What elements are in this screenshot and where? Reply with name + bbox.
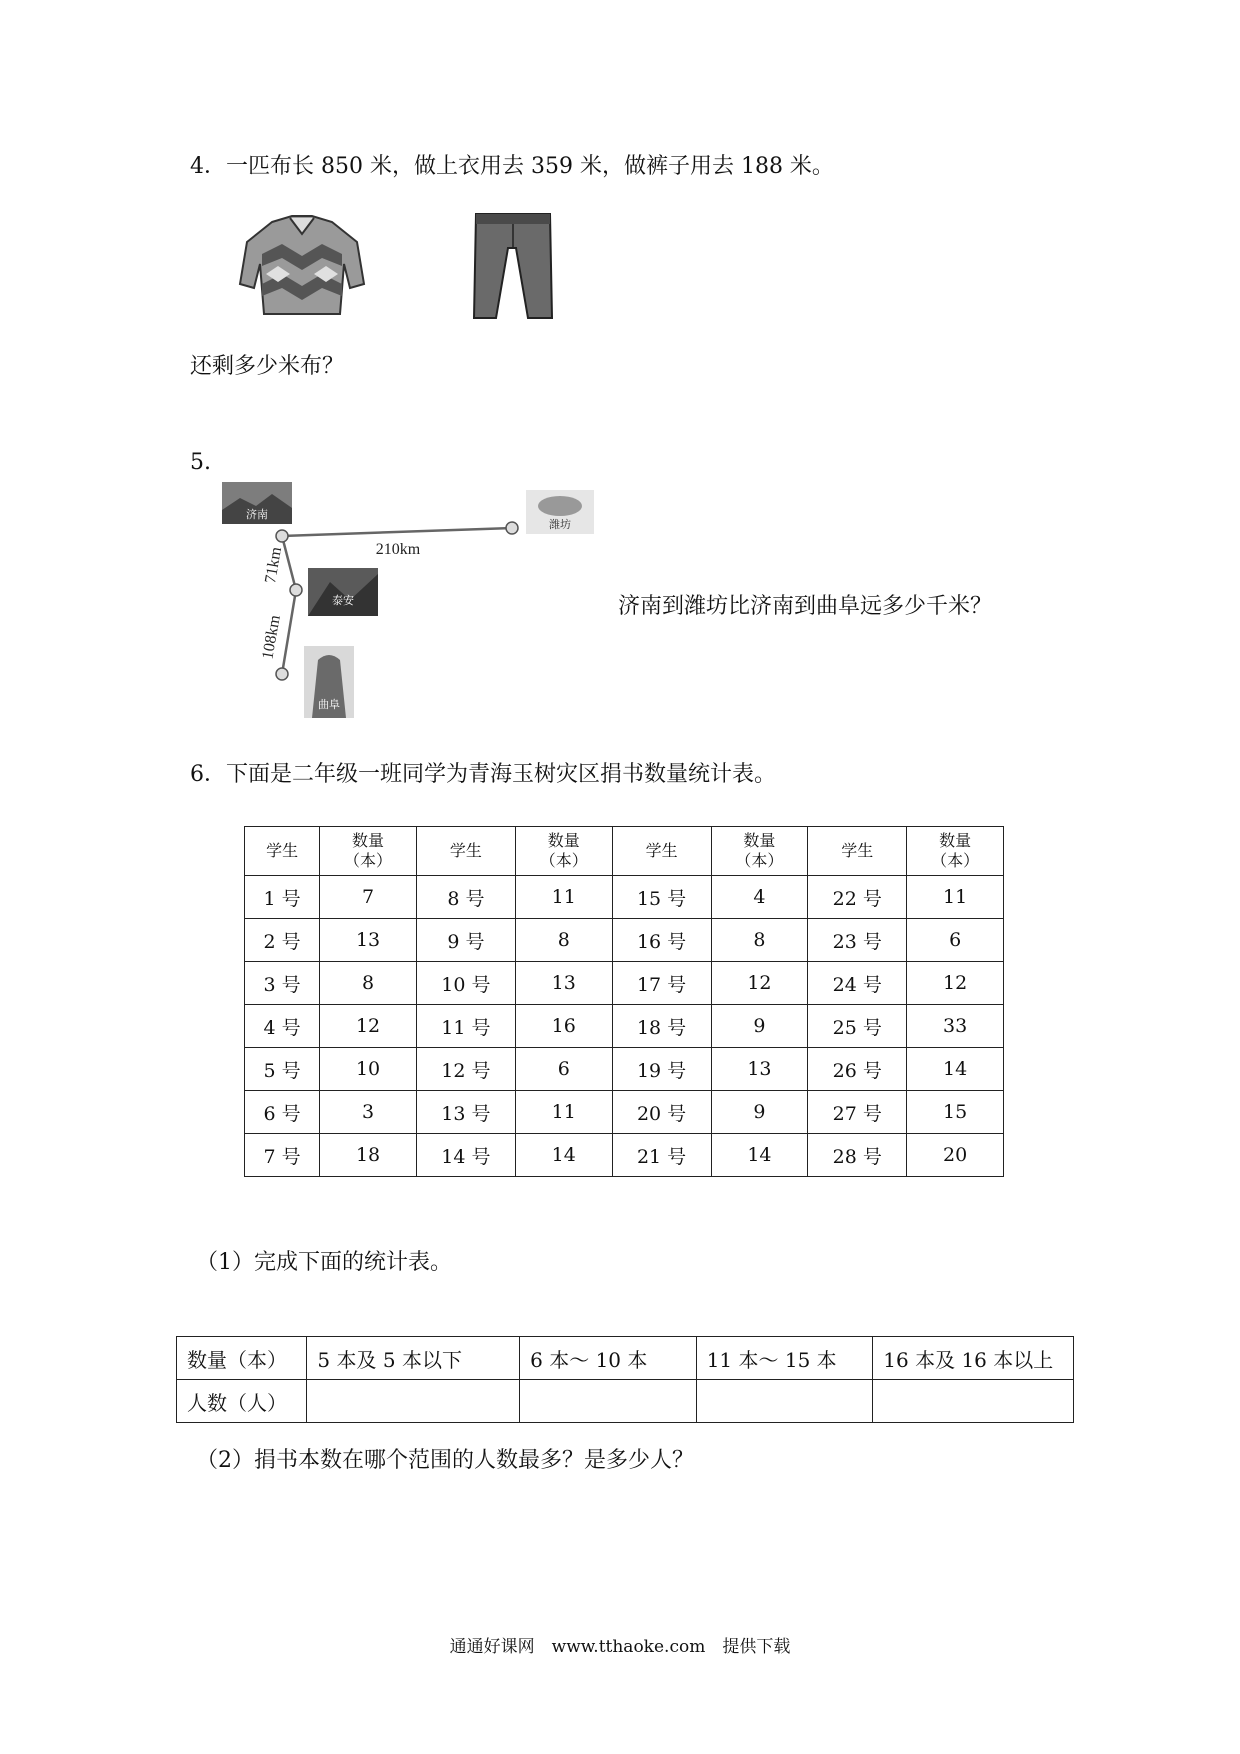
- summary-cell: 16 本及 16 本以上: [873, 1337, 1074, 1380]
- count-cell: 10: [320, 1048, 417, 1091]
- header-student: 学生: [808, 827, 907, 876]
- count-cell: 9: [711, 1091, 808, 1134]
- count-cell: 8: [711, 919, 808, 962]
- count-cell: 13: [320, 919, 417, 962]
- table-header-row: [245, 827, 1004, 876]
- summary-cell: 11 本～ 15 本: [696, 1337, 873, 1380]
- table-row: [245, 1134, 1004, 1177]
- q4-text: 4．一匹布长 850 米，做上衣用去 359 米，做裤子用去 188 米。: [190, 154, 834, 179]
- count-cell: 8: [320, 962, 417, 1005]
- count-cell: 16: [515, 1005, 612, 1048]
- summary-table: [176, 1336, 1074, 1423]
- header-count: 数量 （本）: [711, 827, 808, 876]
- student-cell: 27 号: [808, 1091, 907, 1134]
- student-cell: 6 号: [245, 1091, 320, 1134]
- count-cell: 14: [711, 1134, 808, 1177]
- table-row: [245, 1048, 1004, 1091]
- count-cell: 3: [320, 1091, 417, 1134]
- qufu-photo: [304, 646, 354, 718]
- student-cell: 11 号: [416, 1005, 515, 1048]
- sweater-image: [232, 214, 372, 318]
- student-cell: 19 号: [612, 1048, 711, 1091]
- summary-answer-cell[interactable]: [307, 1380, 520, 1423]
- count-cell: 14: [907, 1048, 1004, 1091]
- student-cell: 8 号: [416, 876, 515, 919]
- student-cell: 25 号: [808, 1005, 907, 1048]
- header-count: 数量 （本）: [907, 827, 1004, 876]
- taian-photo: [308, 568, 378, 616]
- student-cell: 3 号: [245, 962, 320, 1005]
- count-cell: 15: [907, 1091, 1004, 1134]
- summary-answer-cell[interactable]: [873, 1380, 1074, 1423]
- student-cell: 2 号: [245, 919, 320, 962]
- count-cell: 13: [515, 962, 612, 1005]
- count-cell: 18: [320, 1134, 417, 1177]
- header-count: 数量 （本）: [515, 827, 612, 876]
- summary-cell: 5 本及 5 本以下: [307, 1337, 520, 1380]
- svg-text:潍坊: 潍坊: [549, 518, 571, 531]
- student-cell: 15 号: [612, 876, 711, 919]
- svg-text:泰安: 泰安: [332, 594, 354, 607]
- summary-row-people: [177, 1380, 1074, 1423]
- table-row: [245, 919, 1004, 962]
- summary-answer-cell[interactable]: [696, 1380, 873, 1423]
- q6-sub2: （2）捐书本数在哪个范围的人数最多？是多少人？: [196, 1448, 694, 1473]
- student-cell: 14 号: [416, 1134, 515, 1177]
- student-cell: 4 号: [245, 1005, 320, 1048]
- header-student: 学生: [416, 827, 515, 876]
- count-cell: 33: [907, 1005, 1004, 1048]
- q6-sub1: （1）完成下面的统计表。: [196, 1250, 452, 1275]
- q5-question: 济南到潍坊比济南到曲阜远多少千米？: [618, 594, 993, 619]
- table-row: [245, 1091, 1004, 1134]
- count-cell: 11: [515, 1091, 612, 1134]
- summary-cell: 数量（本）: [177, 1337, 307, 1380]
- header-student: 学生: [612, 827, 711, 876]
- page-footer: 通通好课网 www.tthaoke.com 提供下载: [449, 1637, 791, 1657]
- student-cell: 17 号: [612, 962, 711, 1005]
- count-cell: 4: [711, 876, 808, 919]
- dist-jinan-weifang: 210km: [375, 541, 421, 558]
- count-cell: 11: [515, 876, 612, 919]
- q6-title: 6．下面是二年级一班同学为青海玉树灾区捐书数量统计表。: [190, 762, 776, 787]
- student-cell: 22 号: [808, 876, 907, 919]
- count-cell: 20: [907, 1134, 1004, 1177]
- count-cell: 14: [515, 1134, 612, 1177]
- summary-cell: 6 本～ 10 本: [520, 1337, 697, 1380]
- student-cell: 24 号: [808, 962, 907, 1005]
- header-student: 学生: [245, 827, 320, 876]
- count-cell: 6: [907, 919, 1004, 962]
- student-cell: 21 号: [612, 1134, 711, 1177]
- student-cell: 1 号: [245, 876, 320, 919]
- student-cell: 9 号: [416, 919, 515, 962]
- student-cell: 10 号: [416, 962, 515, 1005]
- count-cell: 6: [515, 1048, 612, 1091]
- header-count: 数量 （本）: [320, 827, 417, 876]
- count-cell: 8: [515, 919, 612, 962]
- jinan-photo: [222, 482, 292, 524]
- trousers-image: [470, 212, 556, 322]
- count-cell: 12: [711, 962, 808, 1005]
- summary-answer-cell[interactable]: [520, 1380, 697, 1423]
- student-cell: 26 号: [808, 1048, 907, 1091]
- count-cell: 9: [711, 1005, 808, 1048]
- q5-number: 5.: [190, 450, 211, 475]
- student-cell: 28 号: [808, 1134, 907, 1177]
- dist-jinan-taian: 71km: [262, 545, 286, 585]
- dist-taian-qufu: 108km: [259, 613, 284, 661]
- student-cell: 20 号: [612, 1091, 711, 1134]
- weifang-photo: [526, 490, 594, 534]
- table-row: [245, 1005, 1004, 1048]
- count-cell: 12: [907, 962, 1004, 1005]
- student-cell: 7 号: [245, 1134, 320, 1177]
- count-cell: 13: [711, 1048, 808, 1091]
- table-row: [245, 876, 1004, 919]
- svg-text:曲阜: 曲阜: [318, 698, 340, 711]
- student-cell: 16 号: [612, 919, 711, 962]
- route-map: [200, 470, 620, 720]
- summary-cell: 人数（人）: [177, 1380, 307, 1423]
- table-row: [245, 962, 1004, 1005]
- student-cell: 13 号: [416, 1091, 515, 1134]
- count-cell: 11: [907, 876, 1004, 919]
- summary-row-quantity: [177, 1337, 1074, 1380]
- student-cell: 5 号: [245, 1048, 320, 1091]
- svg-text:济南: 济南: [246, 508, 268, 521]
- student-cell: 23 号: [808, 919, 907, 962]
- q4-question: 还剩多少米布？: [190, 354, 345, 379]
- count-cell: 7: [320, 876, 417, 919]
- student-cell: 18 号: [612, 1005, 711, 1048]
- donation-table: [244, 826, 1004, 1177]
- student-cell: 12 号: [416, 1048, 515, 1091]
- count-cell: 12: [320, 1005, 417, 1048]
